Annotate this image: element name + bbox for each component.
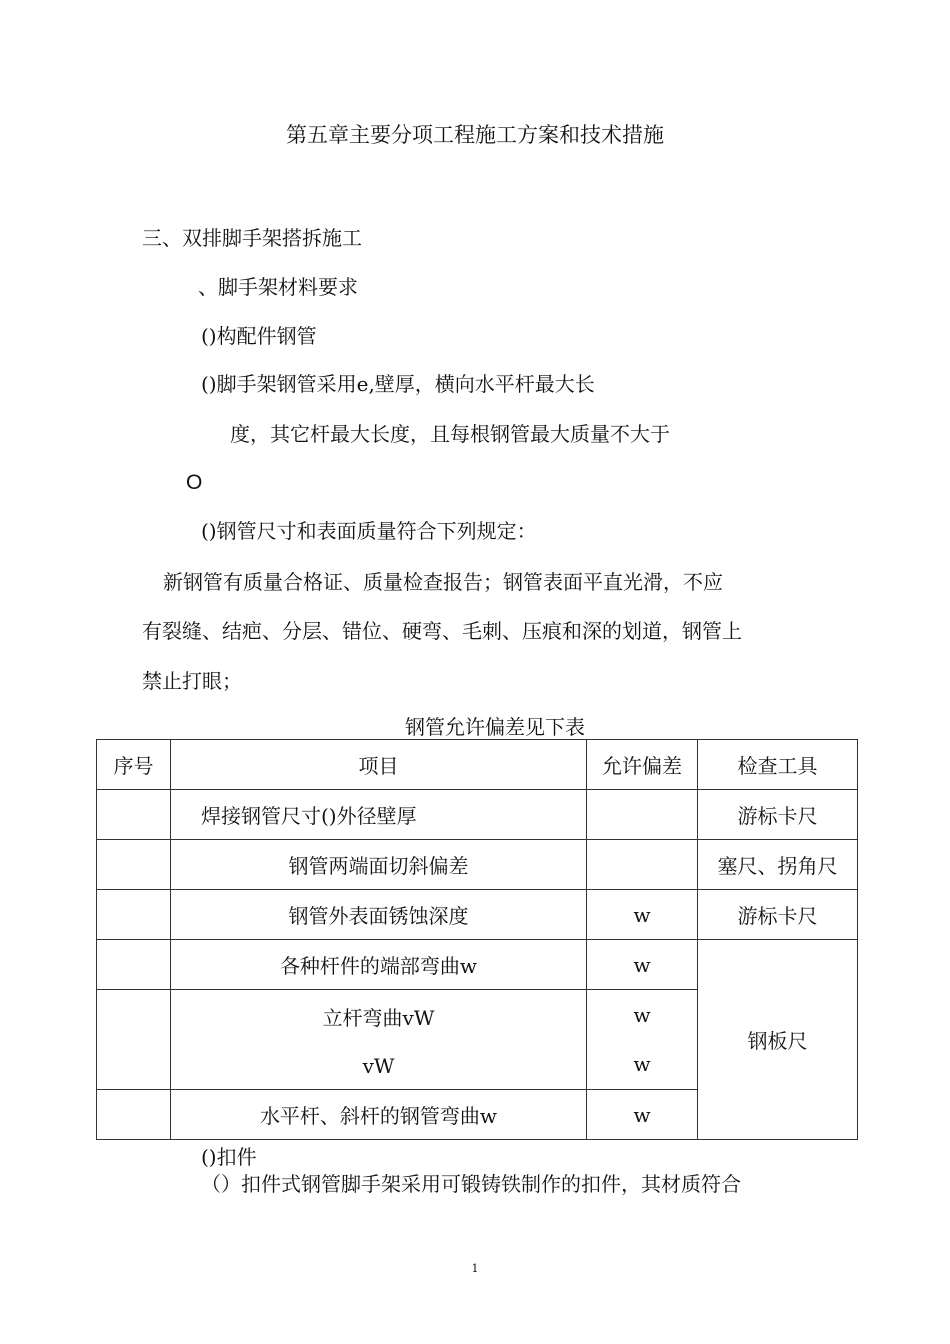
header-cell: 项目 [171,740,587,790]
tolerance-table [96,739,858,1140]
tool-cell: 游标卡尺 [698,890,858,940]
table-row [97,790,858,840]
item-text-line: 度，其它杆最大长度，且每根钢管最大质量不大于 [230,422,670,446]
table-header-row [97,740,858,790]
section-heading: 三、双排脚手架搭拆施工 [142,226,362,250]
item-cell: 焊接钢管尺寸()外径壁厚 [171,790,587,840]
tolerance-cell [587,840,698,890]
paragraph-line: 有裂缝、结疤、分层、错位、硬弯、毛刺、压痕和深的划道，钢管上 [142,619,742,643]
tool-cell: 游标卡尺 [698,790,858,840]
tolerance-subline: w [633,1002,651,1027]
item-text-line: ()脚手架钢管采用e,壁厚，横向水平杆最大长 [201,372,595,396]
header-cell: 序号 [97,740,171,790]
tolerance-subline: w [633,1052,651,1077]
table-row [97,890,858,940]
tolerance-cell [587,990,698,1090]
item-subline: 立杆弯曲vW [322,1005,435,1030]
tolerance-cell: w [587,890,698,940]
paragraph-line: 禁止打眼； [142,669,242,693]
tolerance-cell [587,790,698,840]
item-heading: ()扣件 [201,1145,257,1169]
table-caption: 钢管允许偏差见下表 [405,715,585,739]
table-row [97,940,858,990]
item-text-line: O [186,471,203,494]
page-title: 第五章主要分项工程施工方案和技术措施 [286,123,664,147]
tolerance-cell: w [587,940,698,990]
table-row [97,840,858,890]
item-cell: 水平杆、斜杆的钢管弯曲w [171,1090,587,1140]
row-number-cell [97,990,171,1090]
row-number-cell [97,1090,171,1140]
item-subline: vW [362,1053,395,1078]
header-cell: 检查工具 [698,740,858,790]
item-cell: 钢管外表面锈蚀深度 [171,890,587,940]
tool-cell: 塞尺、拐角尺 [698,840,858,890]
item-text-line: （）扣件式钢管脚手架采用可锻铸铁制作的扣件，其材质符合 [201,1172,741,1196]
tool-cell: 钢板尺 [698,940,858,1140]
item-heading: ()钢管尺寸和表面质量符合下列规定： [201,519,537,543]
page-number: 1 [471,1262,479,1275]
item-cell: 各种杆件的端部弯曲w [171,940,587,990]
header-cell: 允许偏差 [587,740,698,790]
row-number-cell [97,890,171,940]
item-cell [171,990,587,1090]
row-number-cell [97,840,171,890]
tolerance-cell: w [587,1090,698,1140]
row-number-cell [97,790,171,840]
item-heading: ()构配件钢管 [201,324,317,348]
paragraph-line: 新钢管有质量合格证、质量检查报告；钢管表面平直光滑，不应 [163,570,723,594]
item-cell: 钢管两端面切斜偏差 [171,840,587,890]
row-number-cell [97,940,171,990]
subsection-heading: 、脚手架材料要求 [198,275,358,299]
